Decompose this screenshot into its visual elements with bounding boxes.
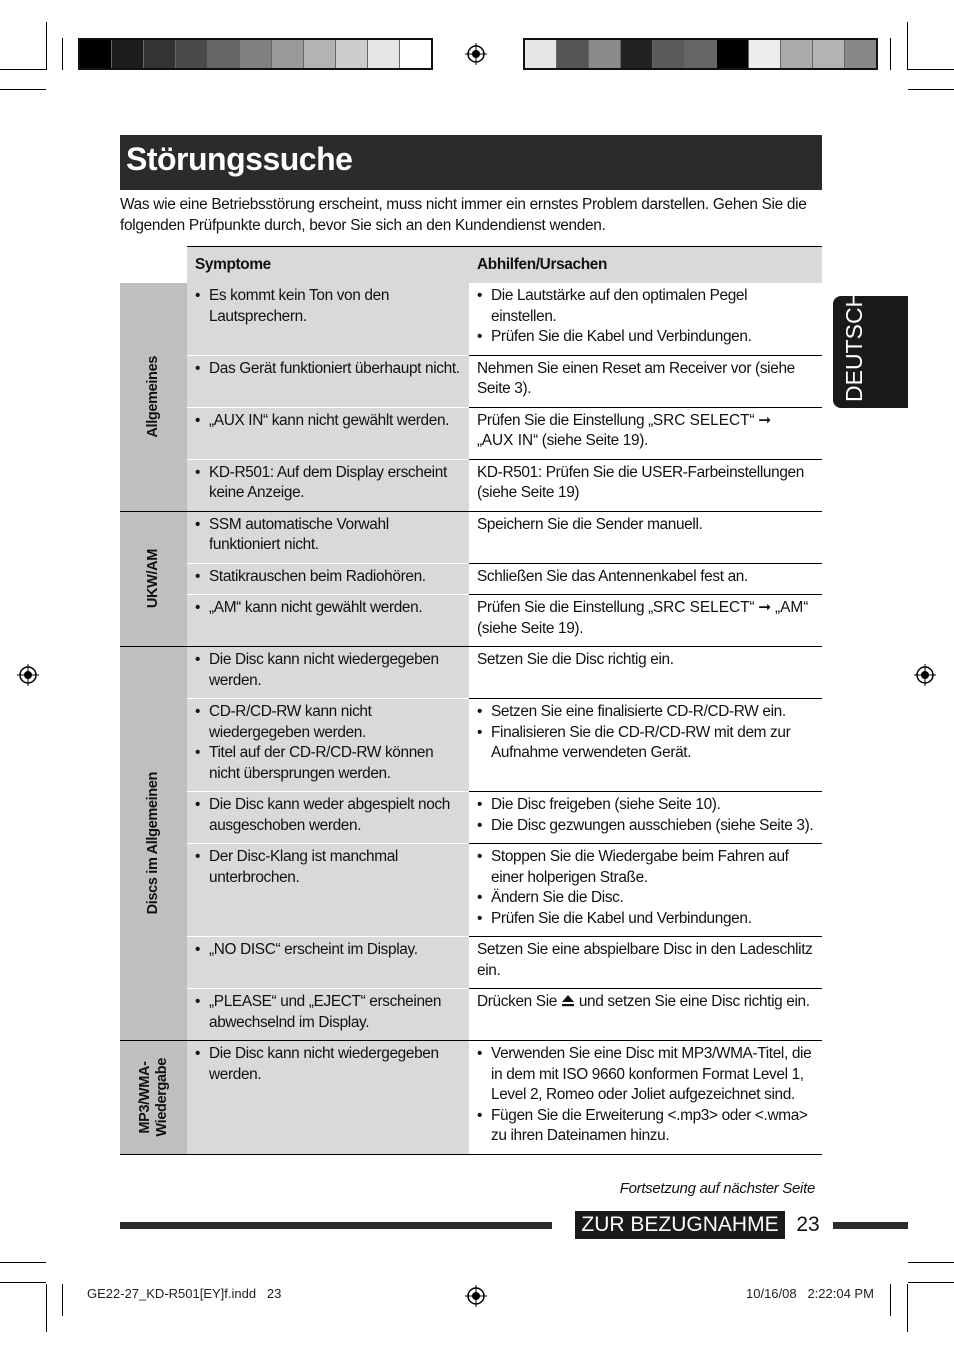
list-item: • Setzen Sie eine finalisierte CD-R/CD-RW ein.: [477, 702, 816, 723]
color-swatch: [368, 40, 400, 68]
crop-mark: [907, 22, 908, 70]
crop-mark: [0, 1262, 46, 1263]
remedy-cell: Nehmen Sie einen Reset am Receiver vor (siehe Seite 3).: [469, 355, 822, 407]
symptom-cell: [187, 844, 469, 937]
list-item: • Der Disc-Klang ist manchmal unterbrochen.: [195, 847, 463, 888]
crop-mark: [0, 1282, 46, 1283]
table-row: [120, 459, 822, 511]
color-swatch: [272, 40, 304, 68]
category-mp3-wma: [120, 1041, 187, 1155]
list-item: • Die Disc kann weder abgespielt noch ausgeschoben werden.: [195, 795, 463, 836]
list-item: • Finalisieren Sie die CD-R/CD-RW mit dem zur Aufnahme verwendeten Gerät.: [477, 723, 816, 764]
category-label: Discs im Allgemeinen: [145, 772, 161, 915]
remedy-cell: [469, 1041, 822, 1155]
list-item: • Prüfen Sie die Kabel und Verbindungen.: [477, 909, 816, 930]
list-item: • Verwenden Sie eine Disc mit MP3/WMA-Titel, die in dem mit ISO 9660 konformen Format Level 1, Level 2, Romeo oder Joliet aufgezeichnet sind.: [477, 1044, 816, 1106]
remedy-cell: [469, 844, 822, 937]
table-header-row: [120, 247, 822, 284]
list-item: • CD-R/CD-RW kann nicht wiedergegeben werden.: [195, 702, 463, 743]
color-swatch: [653, 40, 685, 68]
arrow-icon: ➞: [758, 411, 771, 429]
remedy-text: „: [477, 432, 482, 449]
list-item: • „NO DISC“ erscheint im Display.: [195, 940, 463, 961]
list-item: • SSM automatische Vorwahl funktioniert nicht.: [195, 515, 463, 556]
remedy-text: Prüfen Sie die Einstellung „: [477, 599, 653, 616]
table-row: [120, 937, 822, 989]
symptom-cell: [187, 595, 469, 647]
crop-mark: [907, 1284, 908, 1332]
symptom-cell: [187, 563, 469, 595]
table-row: [120, 407, 822, 459]
list-item: • Statikrauschen beim Radiohören.: [195, 567, 463, 588]
crop-mark: [46, 22, 47, 70]
color-bar-right: [523, 38, 878, 70]
table-row: [120, 595, 822, 647]
list-item: • „AUX IN“ kann nicht gewählt werden.: [195, 411, 463, 432]
slug-timestamp: 10/16/08 2:22:04 PM: [746, 1286, 874, 1301]
language-tab-label: DEUTSCH: [841, 290, 867, 402]
crop-mark: [46, 1284, 47, 1332]
color-swatch: [400, 40, 431, 68]
remedy-cell: KD-R501: Prüfen Sie die USER-Farbeinstellungen (siehe Seite 19): [469, 459, 822, 511]
crop-mark: [62, 38, 63, 70]
table-row: [120, 1041, 822, 1155]
table-header-blank: [120, 247, 187, 284]
list-item: • Stoppen Sie die Wiedergabe beim Fahren auf einer holperigen Straße.: [477, 847, 816, 888]
category-label: UKW/AM: [145, 549, 161, 609]
crop-mark: [908, 89, 954, 90]
crop-mark: [908, 1282, 954, 1283]
table-row: [120, 792, 822, 844]
color-swatch: [621, 40, 653, 68]
list-item: • Prüfen Sie die Kabel und Verbindungen.: [477, 327, 816, 348]
remedy-cell: [469, 407, 822, 459]
remedy-text: Prüfen Sie die Einstellung „: [477, 411, 653, 429]
color-swatch: [144, 40, 176, 68]
table-row: [120, 989, 822, 1041]
table-row: [120, 699, 822, 792]
header-remedies: Abhilfen/Ursachen: [469, 247, 822, 284]
registration-mark-icon: [465, 43, 487, 65]
crop-mark: [0, 69, 46, 70]
intro-text: Was wie eine Betriebsstörung erscheint, muss nicht immer ein ernstes Problem darstellen. Gehen Sie die folgenden Prüfpunkte durch, bevor Sie sich an den Kundendienst wenden.: [120, 196, 807, 234]
list-item: • „AM“ kann nicht gewählt werden.: [195, 598, 463, 619]
crop-mark: [62, 1284, 63, 1316]
registration-mark-icon: [17, 664, 39, 686]
color-swatch: [112, 40, 144, 68]
remedy-text: Drücken Sie: [477, 993, 561, 1010]
color-swatch: [208, 40, 240, 68]
key-label: SRC SELECT: [652, 411, 750, 429]
list-item: • Die Lautstärke auf den optimalen Pegel einstellen.: [477, 286, 816, 327]
category-allgemeines: [120, 283, 187, 511]
remedy-text: und setzen Sie eine Disc richtig ein.: [574, 993, 810, 1010]
remedy-text: “: [749, 599, 759, 616]
symptom-cell: [187, 511, 469, 563]
remedy-cell: Setzen Sie eine abspielbare Disc in den Ladeschlitz ein.: [469, 937, 822, 989]
remedy-cell: [469, 792, 822, 844]
remedy-cell: [469, 699, 822, 792]
category-label: Allgemeines: [145, 355, 161, 438]
registration-mark-icon: [914, 664, 936, 686]
category-discs: [120, 647, 187, 1041]
color-swatch: [240, 40, 272, 68]
list-item: • Die Disc kann nicht wiedergegeben werden.: [195, 650, 463, 691]
color-swatch: [525, 40, 557, 68]
list-item: • Es kommt kein Ton von den Lautsprechern.: [195, 286, 463, 327]
table-row: [120, 511, 822, 563]
slug-file: GE22-27_KD-R501[EY]f.indd 23: [87, 1286, 282, 1301]
color-swatch: [813, 40, 845, 68]
table-row: [120, 844, 822, 937]
key-label: SRC SELECT: [652, 599, 750, 616]
remedy-text: (siehe Seite 19).: [477, 619, 584, 637]
symptom-cell: [187, 1041, 469, 1155]
category-label-line: MP3/WMA-: [136, 1061, 153, 1134]
crop-mark: [908, 1262, 954, 1263]
remedy-cell: Setzen Sie die Disc richtig ein.: [469, 647, 822, 699]
page-number: 23: [796, 1213, 820, 1236]
title-band: [120, 135, 822, 190]
color-swatch: [589, 40, 621, 68]
remedy-cell: Schließen Sie das Antennenkabel fest an.: [469, 563, 822, 595]
remedy-cell: [469, 595, 822, 647]
table-row: [120, 647, 822, 699]
registration-mark-icon: [465, 1285, 487, 1307]
language-tab: [833, 290, 908, 408]
eject-icon: [561, 994, 575, 1007]
crop-mark: [890, 1284, 891, 1316]
list-item: • Die Disc gezwungen ausschieben (siehe Seite 3).: [477, 816, 816, 837]
symptom-cell: [187, 355, 469, 407]
remedy-cell: [469, 283, 822, 355]
color-swatch: [717, 40, 749, 68]
troubleshooting-table: [120, 246, 822, 1155]
color-swatch: [781, 40, 813, 68]
symptom-cell: [187, 937, 469, 989]
color-swatch: [557, 40, 589, 68]
color-swatch: [749, 40, 781, 68]
continued-note: Fortsetzung auf nächster Seite: [619, 1180, 815, 1197]
color-bar-left: [78, 38, 433, 70]
list-item: • Fügen Sie die Erweiterung <.mp3> oder <.wma> zu ihren Dateinamen hinzu.: [477, 1106, 816, 1147]
symptom-cell: [187, 647, 469, 699]
color-swatch: [845, 40, 876, 68]
symptom-cell: [187, 792, 469, 844]
category-ukw-am: [120, 511, 187, 647]
list-item: • Das Gerät funktioniert überhaupt nicht.: [195, 359, 463, 380]
list-item: • Ändern Sie die Disc.: [477, 888, 816, 909]
remedy-cell: Speichern Sie die Sender manuell.: [469, 511, 822, 563]
color-swatch: [304, 40, 336, 68]
reference-label: ZUR BEZUGNAHME: [575, 1211, 785, 1239]
list-item: • KD-R501: Auf dem Display erscheint keine Anzeige.: [195, 463, 463, 504]
symptom-cell: [187, 407, 469, 459]
arrow-icon: ➞: [758, 599, 771, 616]
footer-rule-right: [833, 1222, 908, 1229]
symptom-cell: [187, 459, 469, 511]
page-title: Störungssuche: [126, 141, 353, 177]
color-swatch: [685, 40, 717, 68]
symptom-cell: [187, 989, 469, 1041]
category-label: [137, 1058, 171, 1137]
remedy-text: “ (siehe Seite 19).: [533, 432, 648, 449]
color-swatch: [80, 40, 112, 68]
remedy-cell: [469, 989, 822, 1041]
list-item: • Die Disc freigeben (siehe Seite 10).: [477, 795, 816, 816]
key-label: „AM“: [770, 599, 809, 616]
crop-mark: [890, 38, 891, 70]
key-label: AUX IN: [481, 432, 534, 449]
header-symptoms: Symptome: [187, 247, 469, 284]
table-row: [120, 355, 822, 407]
symptom-cell: [187, 283, 469, 355]
remedy-text: “: [749, 411, 759, 429]
crop-mark: [0, 89, 46, 90]
symptom-cell: [187, 699, 469, 792]
color-swatch: [336, 40, 368, 68]
crop-mark: [908, 69, 954, 70]
table-row: [120, 563, 822, 595]
list-item: • Die Disc kann nicht wiedergegeben werden.: [195, 1044, 463, 1085]
footer-rule-left: [120, 1222, 552, 1229]
list-item: • „PLEASE“ und „EJECT“ erscheinen abwechselnd im Display.: [195, 992, 463, 1033]
table-row: [120, 283, 822, 355]
color-swatch: [176, 40, 208, 68]
category-label-line: Wiedergabe: [153, 1057, 170, 1137]
list-item: • Titel auf der CD-R/CD-RW können nicht übersprungen werden.: [195, 743, 463, 784]
